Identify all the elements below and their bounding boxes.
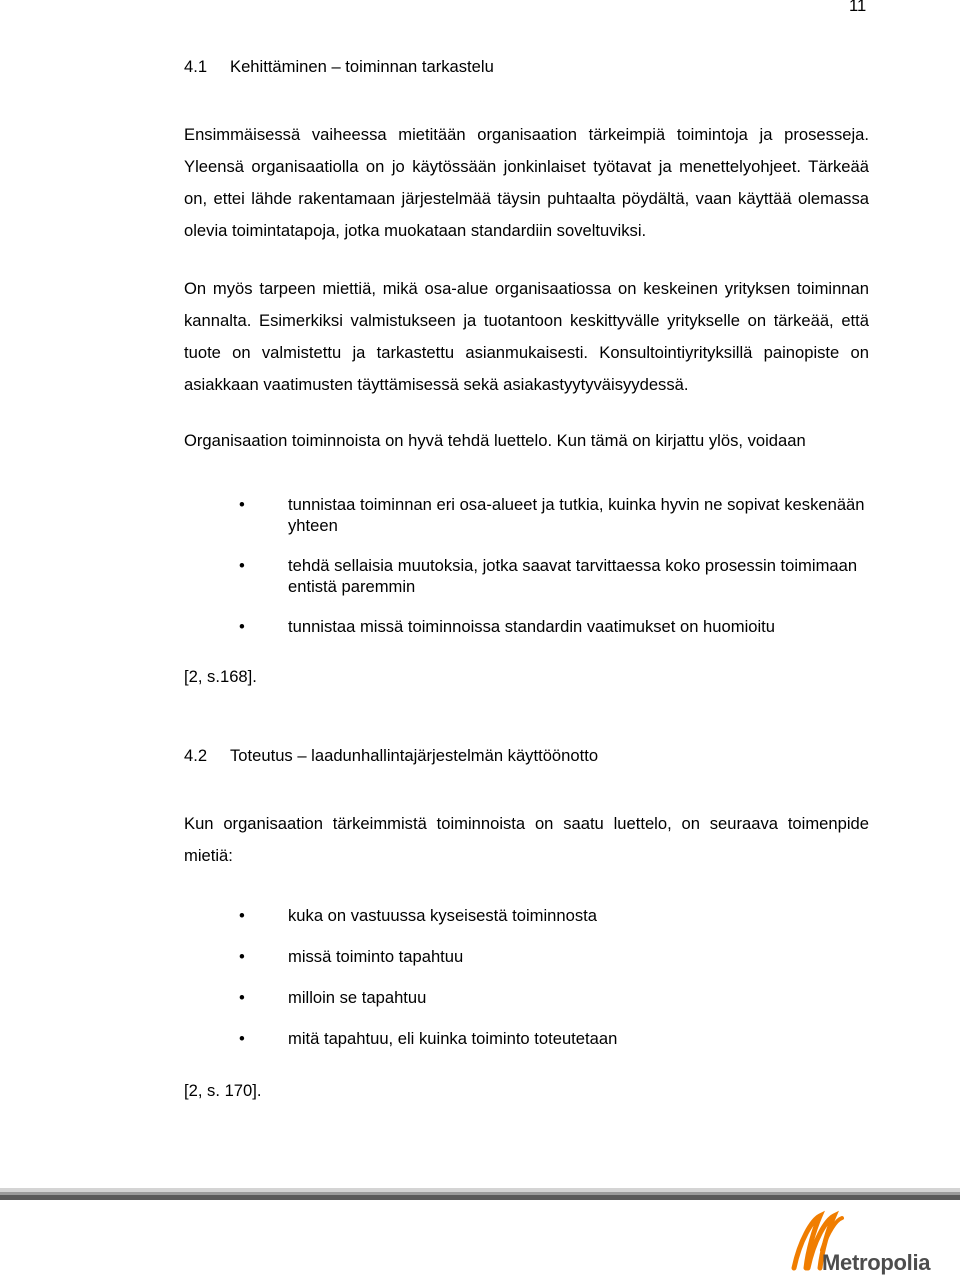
section-heading-4-2 [184,746,598,766]
list-item-text: kuka on vastuussa kyseisestä toiminnosta [288,906,597,925]
list-item [184,494,869,536]
list-item [184,987,869,1008]
section-title: Kehittäminen – toiminnan tarkastelu [230,57,494,76]
list-item [184,1028,869,1049]
list-item-text: tunnistaa toiminnan eri osa-alueet ja tutkia, kuinka hyvin ne sopivat keskenään yhteen [288,495,865,535]
list-item-text: milloin se tapahtuu [288,988,427,1007]
list-item-text: mitä tapahtuu, eli kuinka toiminto toteutetaan [288,1029,618,1048]
list-item [184,946,869,967]
footer-band-dark [0,1195,960,1200]
section-heading-4-1 [184,57,494,77]
bullet-icon: • [239,988,245,1007]
bullet-icon: • [239,906,245,925]
bullet-icon: • [239,495,245,514]
list-item-text: tehdä sellaisia muutoksia, jotka saavat tarvittaessa koko prosessin toimimaan entistä paremmin [288,556,858,596]
section-number: 4.2 [184,746,208,765]
citation: [2, s. 170]. [184,1081,262,1100]
bullet-icon: • [239,1029,245,1048]
paragraph-focus-area: On myös tarpeen miettiä, mikä osa-alue organisaatiossa on keskeinen yrityksen toiminnan kannalta. Esimerkiksi valmistukseen ja tuotantoon keskittyvälle yritykselle on tärkeää, että tuote on valmistettu ja tarkastettu asianmukaisesti. Konsultointiyrityksillä painopiste on asiakkaan vaatimusten täyttämisessä sekä asiakastyytyväisyydessä. [184,279,869,394]
citation: [2, s.168]. [184,667,257,686]
metropolia-logo [778,1210,931,1276]
bullet-icon: • [239,556,245,575]
list-item-text: tunnistaa missä toiminnoissa standardin vaatimukset on huomioitu [288,617,776,636]
section-number: 4.1 [184,57,208,76]
bullet-list-actions [184,494,869,637]
bullet-list-questions [184,905,869,1049]
bullet-icon: • [239,617,245,636]
section-title: Toteutus – laadunhallintajärjestelmän käyttöönotto [230,746,599,765]
page-number: 11 [849,0,867,15]
list-item [184,555,869,597]
footer-gradient-bar [0,1188,960,1201]
list-item [184,905,869,926]
list-item-text: missä toiminto tapahtuu [288,947,464,966]
logo-wordmark: Metropolia [822,1250,931,1275]
paragraph-intro: Ensimmäisessä vaiheessa mietitään organisaation tärkeimpiä toimintoja ja prosesseja. Yleensä organisaatiolla on jo käytössään jonkinlaiset työtavat ja menettelyohjeet. Tärkeää on, ettei lähde rakentamaan järjestelmää täysin puhtaalta pöydältä, vaan käyttää olemassa olevia toimintatapoja, jotka muokataan standardiin soveltuviksi. [184,125,869,240]
paragraph-list-intro: Organisaation toiminnoista on hyvä tehdä luettelo. Kun tämä on kirjattu ylös, voidaan [184,431,806,450]
paragraph-next-steps: Kun organisaation tärkeimmistä toiminnoista on saatu luettelo, on seuraava toimenpide mietiä: [184,814,869,865]
bullet-icon: • [239,947,245,966]
list-item [184,616,869,637]
